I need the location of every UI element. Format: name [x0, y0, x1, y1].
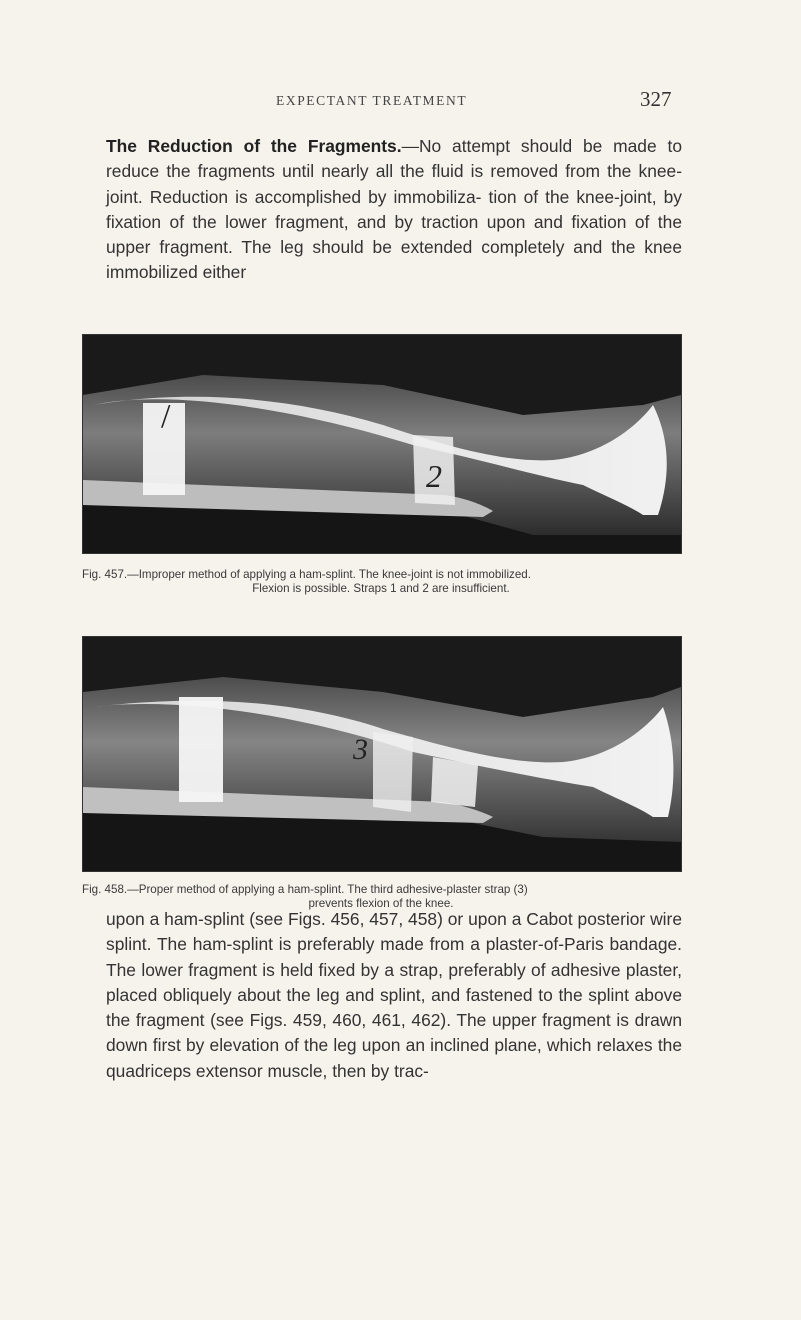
caption-line-1: Fig. 458.—Proper method of applying a ham-splint. The third adhesive-plaster strap (3)	[82, 883, 528, 896]
page-header	[0, 87, 801, 115]
paragraph-continued: upon a ham-splint (see Figs. 456, 457, 458) or upon a Cabot posterior wire splint. The ham-splint is preferably made from a plaster-of-Paris bandage. The lower fragment is held fixed by a strap, preferably of adhesive plaster, placed obliquely about the leg and splint, and fastened to the splint above the fragment (see Figs. 459, 460, 461, 462). The upper fragment is drawn down first by elevation of the leg upon an inclined plane, which relaxes the quadriceps extensor muscle, then by trac-	[106, 909, 682, 1081]
paragraph-reduction	[106, 134, 682, 286]
strap-label-3: 3	[353, 733, 368, 766]
caption-line-1: Fig. 457.—Improper method of applying a ham-splint. The knee-joint is not immobilized.	[82, 568, 531, 581]
figure-457-caption	[82, 568, 680, 596]
figure-457-photo	[82, 334, 682, 554]
paragraph-body: —No attempt should be made to reduce the fragments until nearly all the fluid is removed from the knee-joint. Reduction is accomplished by immobiliza- tion of the knee-joint, by fixation of the lower fragment, and by traction upon and fixation of the upper fragment. The leg should be extended completely and the knee immobilized either	[106, 136, 683, 283]
caption-line-2: Flexion is possible. Straps 1 and 2 are insufficient.	[252, 582, 510, 595]
caption-line-2: prevents flexion of the knee.	[308, 897, 454, 910]
strap-label-1: /	[161, 398, 171, 435]
section-heading: The Reduction of the Fragments.	[106, 136, 402, 156]
running-head: EXPECTANT TREATMENT	[276, 93, 468, 108]
page-number: 327	[640, 87, 672, 111]
strap-label-2: 2	[426, 458, 442, 494]
figure-458-photo	[82, 636, 682, 872]
